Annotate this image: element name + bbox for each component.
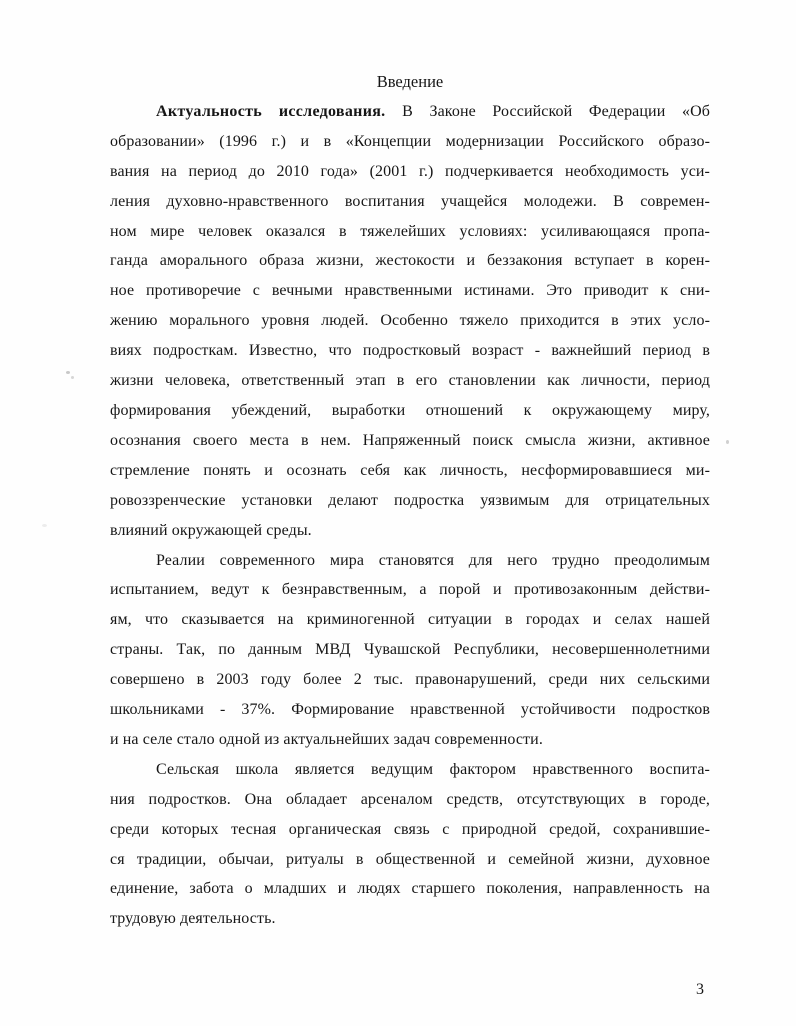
text-line: ном мире человек оказался в тяжелейших условиях: усиливающаяся пропа- — [110, 222, 710, 240]
text-block — [110, 67, 710, 934]
text-line: испытанием, ведут к безнравственным, а порой и противозаконным действи- — [110, 581, 710, 599]
text-line: Реалии современного мира становятся для него трудно преодолимым — [156, 551, 710, 569]
page-number: 3 — [696, 981, 704, 998]
scan-artifact-speck — [726, 440, 729, 444]
bold-lead-phrase: Актуальность исследования. — [156, 102, 386, 120]
text-line: влияний окружающей среды. — [110, 521, 312, 539]
text-line: ное противоречие с вечными нравственными истинами. Это приводит к сни- — [110, 282, 710, 300]
scan-artifact-speck — [71, 376, 74, 379]
text-line: вания на период до 2010 года» (2001 г.) подчеркивается необходимость уси- — [110, 162, 710, 180]
text-line: ления духовно-нравственного воспитания учащейся молодежи. В современ- — [110, 192, 710, 210]
text-line: ся традиции, обычаи, ритуалы в общественной и семейной жизни, духовное — [110, 850, 710, 868]
text-line: образовании» (1996 г.) и в «Концепции модернизации Российского образо- — [110, 132, 710, 150]
scan-artifact-speck — [42, 524, 47, 527]
text-line: трудовую деятельность. — [110, 910, 276, 928]
text-line: Сельская школа является ведущим фактором нравственного воспита- — [156, 760, 710, 778]
text-line: осознания своего места в нем. Напряженный поиск смысла жизни, активное — [110, 431, 710, 449]
text-line: жизни человека, ответственный этап в его становлении как личности, период — [110, 372, 710, 390]
text-line: и на селе стало одной из актуальнейших задач современности. — [110, 730, 543, 748]
text-line: совершено в 2003 году более 2 тыс. правонарушений, среди них сельскими — [110, 671, 710, 689]
paragraphs-container — [110, 97, 710, 934]
text-line: ния подростков. Она обладает арсеналом средств, отсутствующих в городе, — [110, 790, 710, 808]
section-title: Введение — [376, 72, 444, 91]
text-line: ганда аморального образа жизни, жестокости и беззакония вступает в корен- — [110, 252, 710, 270]
text-line: стремление понять и осознать себя как личность, несформировавшиеся ми- — [110, 461, 710, 479]
text-line: ям, что сказывается на криминогенной ситуации в городах и селах нашей — [110, 611, 710, 629]
text-line: ровоззренческие установки делают подростка уязвимым для отрицательных — [110, 491, 710, 509]
text-line: Актуальность исследования. В Законе Российской Федерации «Об — [156, 102, 710, 120]
text-line: виях подросткам. Известно, что подростковый возраст - важнейший период в — [110, 342, 710, 360]
text-line: формирования убеждений, выработки отношений к окружающему миру, — [110, 401, 710, 419]
text-line: жению морального уровня людей. Особенно тяжело приходится в этих усло- — [110, 312, 710, 330]
text-line: страны. Так, по данным МВД Чувашской Республики, несовершеннолетними — [110, 641, 710, 659]
text-line: единение, забота о младших и людях старшего поколения, направленность на — [110, 880, 710, 898]
text-line: школьниками - 37%. Формирование нравственной устойчивости подростков — [110, 701, 710, 719]
text-line: среди которых тесная органическая связь с природной средой, сохранившие- — [110, 820, 710, 838]
scan-artifact-speck — [66, 371, 70, 374]
